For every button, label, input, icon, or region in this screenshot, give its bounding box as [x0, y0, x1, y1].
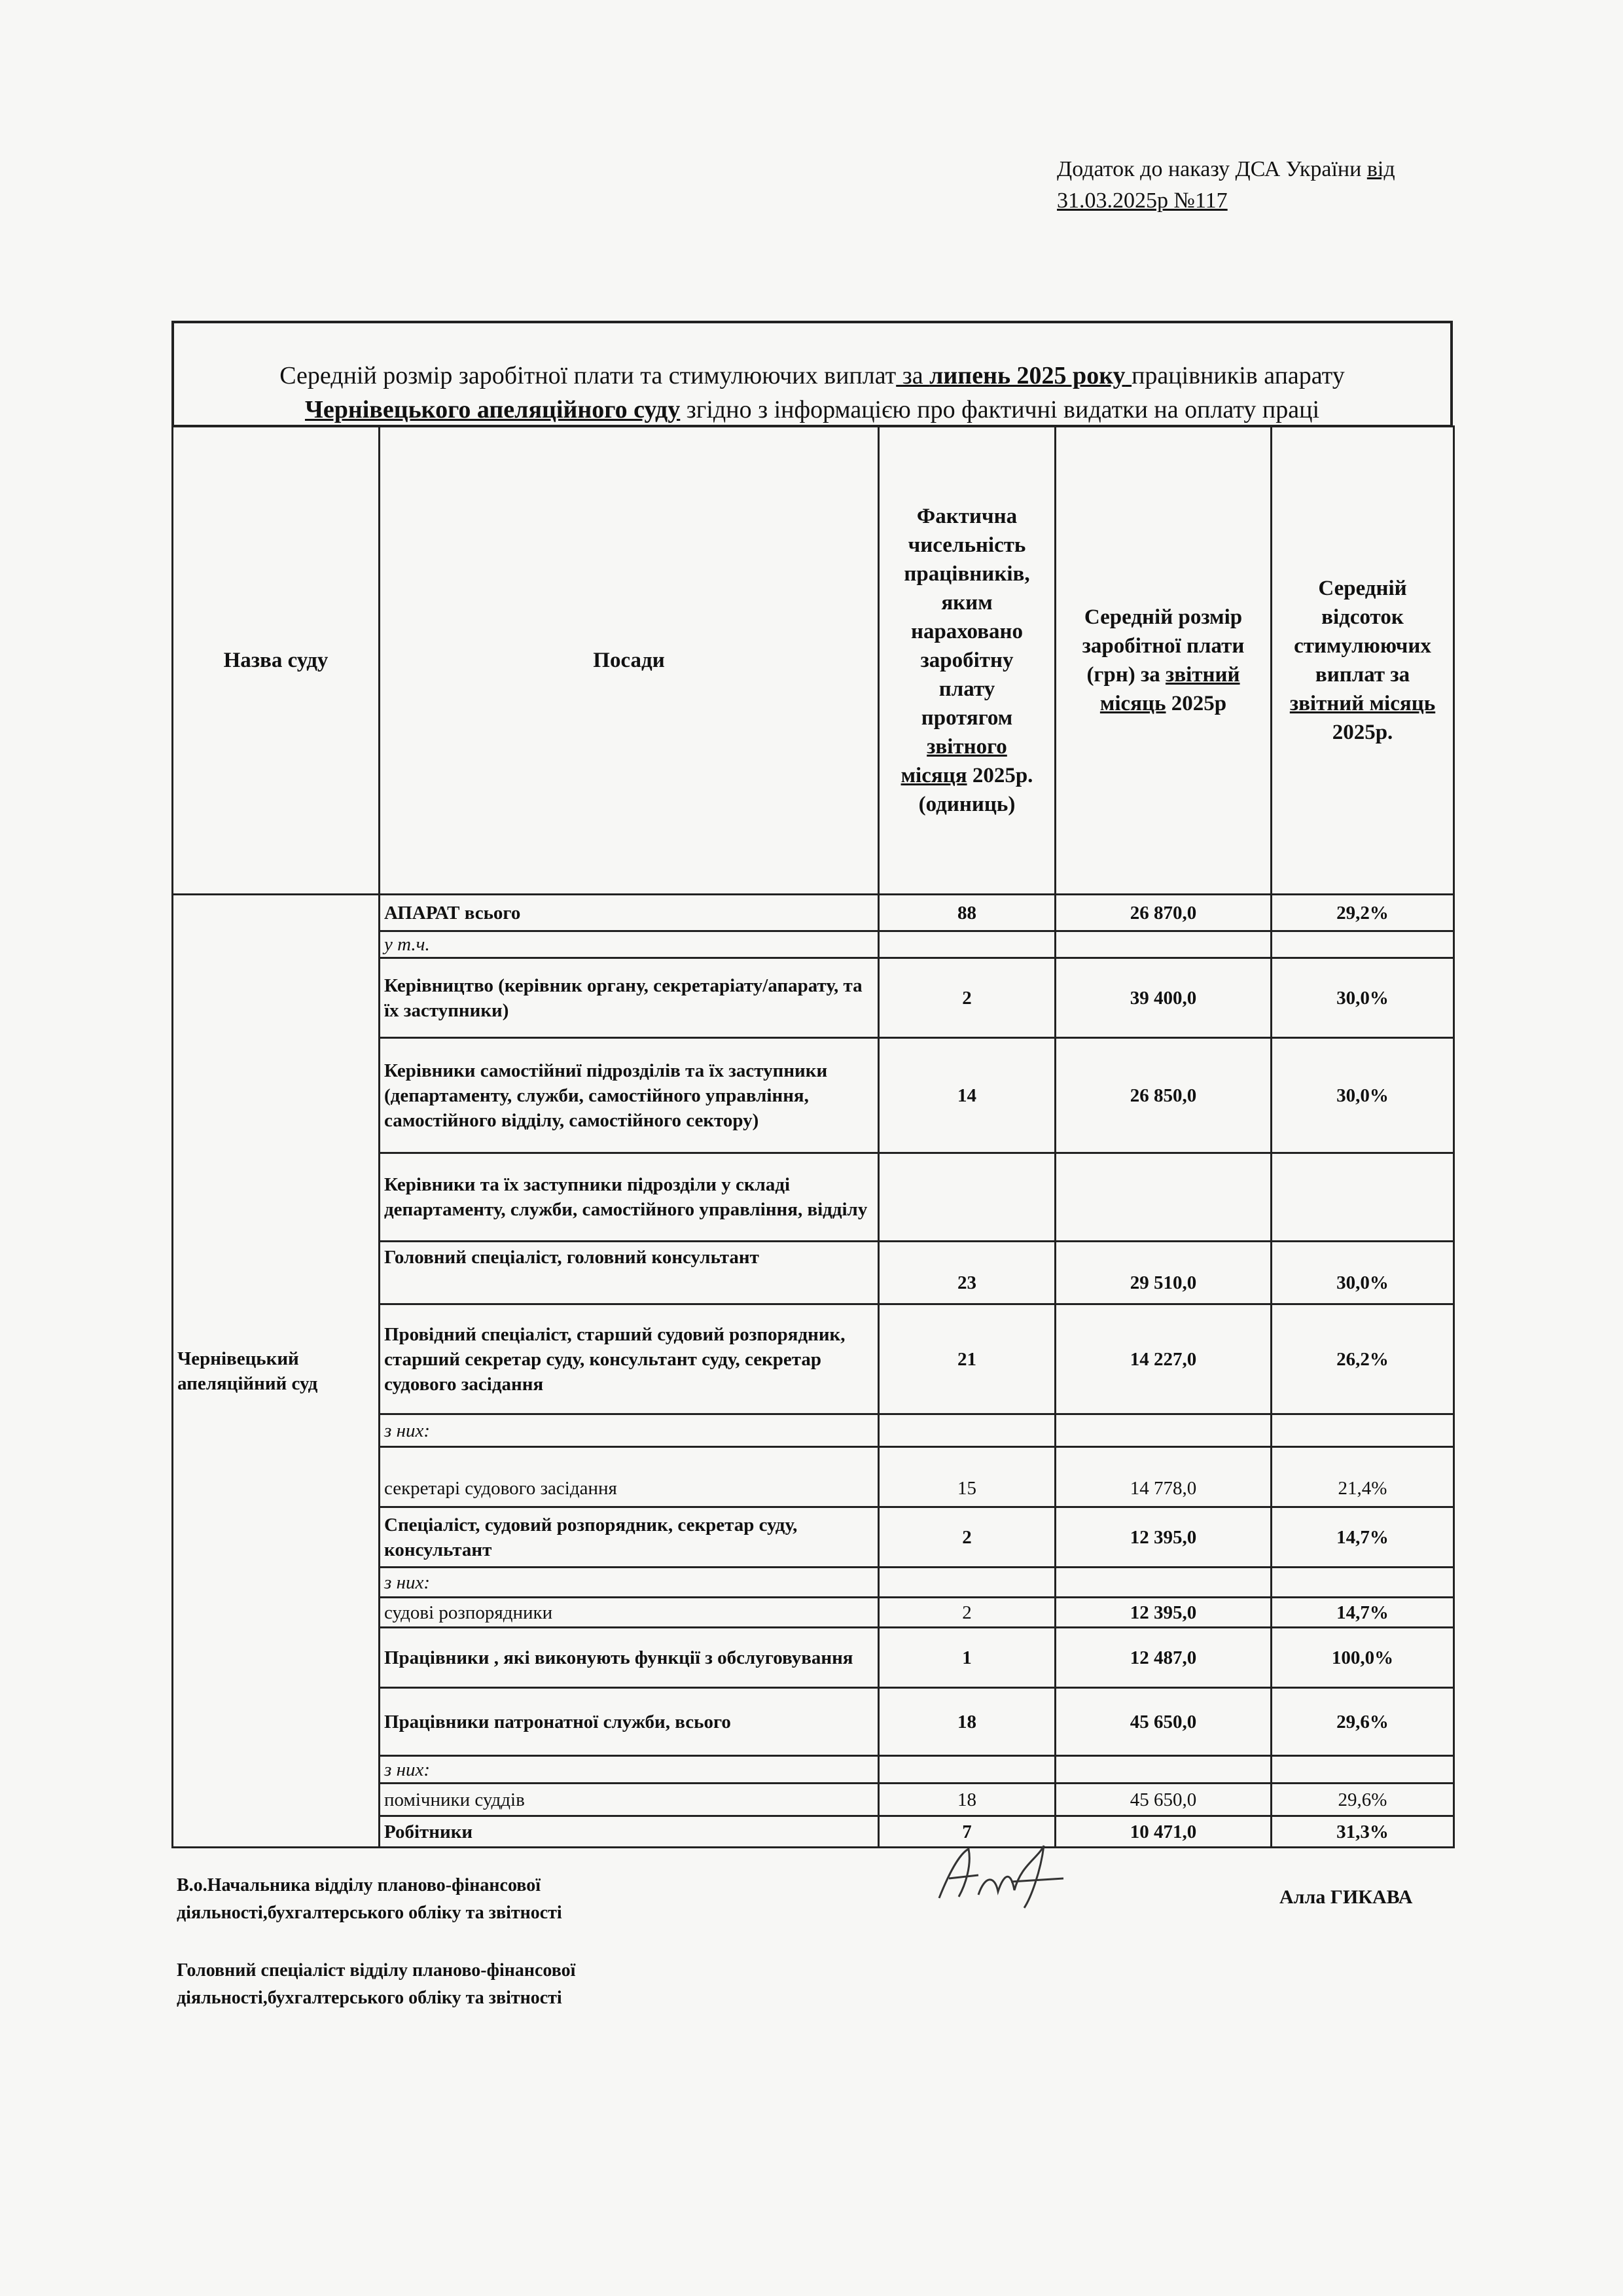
annex-line1: Додаток до наказу ДСА України [1057, 157, 1367, 181]
handwritten-signature [933, 1839, 1083, 1911]
annex-line2: 31.03.2025р №117 [1057, 188, 1228, 213]
title-part2: за [896, 362, 930, 389]
row-label: Керівники та їх заступники підрозділи у складі департаменту, служби, самостійного управління, відділу [380, 1153, 879, 1242]
header-row [173, 427, 1454, 895]
title-court-name: Чернівецького апеляційного суду [304, 396, 681, 423]
court-name-cell: Чернівецький апеляційний суд [173, 895, 380, 1848]
signatory-2: Головний спеціаліст відділу планово-фінансової діяльності,бухгалтерського обліку та звітності [177, 1960, 576, 2008]
table-row: помічники суддів 18 45 650,0 29,6% [173, 1784, 1454, 1816]
header-court: Назва суду [173, 427, 380, 895]
row-label: Головний спеціаліст, головний консультант [380, 1242, 879, 1304]
signatory-name: Алла ГИКАВА [1279, 1886, 1413, 1908]
table-row: Провідний спеціаліст, старший судовий розпорядник, старший секретар суду, консультант суду, секретар судового засідання 21 14 227,0 26,2% [173, 1304, 1454, 1414]
row-label: Провідний спеціаліст, старший судовий розпорядник, старший секретар суду, консультант суду, секретар судового засідання [380, 1304, 879, 1414]
row-label: АПАРАТ всього [380, 895, 879, 931]
table-row [173, 895, 1454, 931]
header-count: Фактична чисельність працівників, яким нараховано заробітну плату протягом звітного місяця 2025р. (одиниць) [879, 427, 1056, 895]
table-row: Керівники самостійниї підрозділів та їх заступники (департаменту, служби, самостійного управління, самостійного відділу, самостійного сектору) 14 26 850,0 30,0% [173, 1038, 1454, 1153]
table-row: Керівництво (керівник органу, секретаріату/апарату, та їх заступники) 2 39 400,0 30,0% [173, 958, 1454, 1038]
row-count: 88 [879, 895, 1056, 931]
title-part1: Середній розмір заробітної плати та стимулюючих виплат [279, 362, 897, 389]
report-title [171, 321, 1453, 427]
row-label: секретарі судового засідання [380, 1447, 879, 1507]
title-part5: згідно з інформацією про фактичні видатки на оплату праці [680, 396, 1320, 423]
table-row: Головний спеціаліст, головний консультант 23 29 510,0 30,0% [173, 1242, 1454, 1304]
table-row: Працівники патронатної служби, всього 18 45 650,0 29,6% [173, 1688, 1454, 1756]
title-period: липень 2025 року [929, 362, 1126, 389]
header-pct: Середній відсоток стимулюючих виплат за звітний місяць 2025р. [1272, 427, 1454, 895]
row-label: з них: [380, 1414, 879, 1447]
header-positions: Посади [380, 427, 879, 895]
row-label: з них: [380, 1756, 879, 1784]
row-label: судові розпорядники [380, 1598, 879, 1628]
row-label: Керівництво (керівник органу, секретаріату/апарату, та їх заступники) [380, 958, 879, 1038]
row-label: з них: [380, 1568, 879, 1598]
signatory-1: В.о.Начальника відділу планово-фінансової діяльності,бухгалтерського обліку та звітності [177, 1875, 562, 1923]
row-label: Робітники [380, 1816, 879, 1848]
salary-table [171, 425, 1455, 1848]
annex-note [1057, 154, 1463, 217]
title-part4: працівників апарату [1132, 362, 1345, 389]
row-pct: 29,2% [1272, 895, 1454, 931]
table-row: Працівники , які виконують функції з обслуговування 1 12 487,0 100,0% [173, 1628, 1454, 1688]
row-label: у т.ч. [380, 931, 879, 958]
row-label: Працівники , які виконують функції з обслуговування [380, 1628, 879, 1688]
row-label: Працівники патронатної служби, всього [380, 1688, 879, 1756]
row-salary: 26 870,0 [1056, 895, 1272, 931]
row-label: помічники суддів [380, 1784, 879, 1816]
table-row: судові розпорядники 2 12 395,0 14,7% [173, 1598, 1454, 1628]
header-salary: Середній розмір заробітної плати (грн) за звітний місяць 2025р [1056, 427, 1272, 895]
table-row: Спеціаліст, судовий розпорядник, секретар суду, консультант 2 12 395,0 14,7% [173, 1507, 1454, 1568]
table-row: Робітники 7 10 471,0 31,3% [173, 1816, 1454, 1848]
row-label: Керівники самостійниї підрозділів та їх заступники (департаменту, служби, самостійного управління, самостійного відділу, самостійного сектору) [380, 1038, 879, 1153]
row-label: Спеціаліст, судовий розпорядник, секретар суду, консультант [380, 1507, 879, 1568]
annex-line1-underlined: від [1366, 157, 1395, 181]
table-row: секретарі судового засідання 15 14 778,0 21,4% [173, 1447, 1454, 1507]
